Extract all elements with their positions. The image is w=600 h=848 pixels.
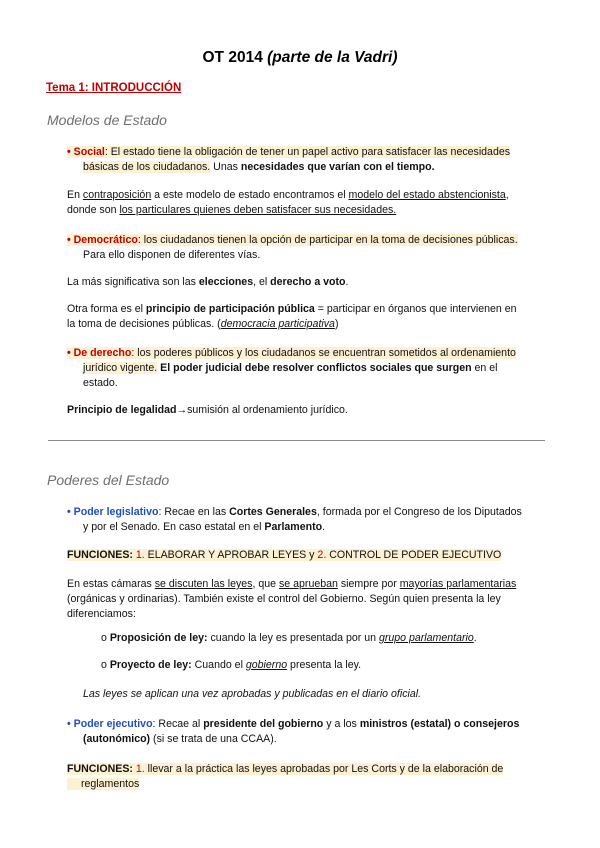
paragraph-camaras: En estas cámaras se discuten las leyes, que se aprueban siempre por mayorías parlamentarias (orgánicas y ordinarias). También existe el control del Gobierno. Según quien presenta la ley diferenciamos: bbox=[67, 578, 517, 620]
section-heading-poderes: Poderes del Estado bbox=[47, 472, 170, 488]
document-title bbox=[0, 48, 600, 68]
note-leyes: Las leyes se aplican una vez aprobadas y publicadas en el diario oficial. bbox=[83, 688, 422, 700]
bullet-label-social: • Social bbox=[67, 146, 105, 158]
paragraph-contraposicion: En contraposición a este modelo de estado encontramos el modelo del estado abstencionista, donde son los particulares quienes deben satisfacer sus necesidades. bbox=[67, 189, 509, 216]
tema-heading: Tema 1: INTRODUCCIÓN bbox=[46, 82, 182, 94]
bullet-democratico: • Democrático: los ciudadanos tienen la opción de participar en la toma de decisiones públicas. Para ello disponen de diferentes vías. bbox=[67, 234, 518, 261]
bullet-legislativo: • Poder legislativo: Recae en las Cortes Generales, formada por el Congreso de los Diputados y por el Senado. En caso estatal en el Parlamento. bbox=[67, 506, 522, 533]
funciones-ejecutivo: FUNCIONES: 1. llevar a la práctica las leyes aprobadas por Les Corts y de la elaboración de reglamentos bbox=[67, 763, 504, 790]
title-paren: (parte de la Vadri) bbox=[267, 49, 398, 66]
bullet-label-legislativo: • Poder legislativo bbox=[67, 506, 159, 518]
funciones-label: FUNCIONES: bbox=[67, 549, 133, 561]
paragraph-elecciones: La más significativa son las elecciones, el derecho a voto. bbox=[67, 276, 349, 288]
list-item-proyecto: o Proyecto de ley: Cuando el gobierno presenta la ley. bbox=[101, 659, 362, 671]
section-divider bbox=[48, 440, 545, 441]
arrow-icon: → bbox=[176, 404, 188, 416]
bullet-label-ejecutivo: • Poder ejecutivo bbox=[67, 718, 153, 730]
list-item-proposicion: o Proposición de ley: cuando la ley es presentada por un grupo parlamentario. bbox=[101, 632, 477, 644]
bullet-label-democratico: • Democrático bbox=[67, 234, 138, 246]
paragraph-legalidad: Principio de legalidad→sumisión al ordenamiento jurídico. bbox=[67, 404, 348, 416]
section-heading-modelos: Modelos de Estado bbox=[47, 112, 167, 128]
bullet-label-derecho: • De derecho bbox=[67, 347, 132, 359]
funciones-legislativo: FUNCIONES: 1. ELABORAR Y APROBAR LEYES y 2. CONTROL DE PODER EJECUTIVO bbox=[67, 549, 502, 561]
paragraph-participacion: Otra forma es el principio de participación pública = participar en órganos que intervienen en la toma de decisiones públicas. (democracia participativa) bbox=[67, 303, 517, 330]
title-main: OT 2014 bbox=[202, 49, 268, 66]
bullet-social: • Social: El estado tiene la obligación de tener un papel activo para satisfacer las necesidades básicas de los ciudadanos. Unas necesidades que varían con el tiempo. bbox=[67, 146, 511, 173]
funciones-label: FUNCIONES: bbox=[67, 763, 133, 775]
bullet-ejecutivo: • Poder ejecutivo: Recae al presidente del gobierno y a los ministros (estatal) o consejeros (autonómico) (si se trata de una CCAA). bbox=[67, 718, 520, 745]
bullet-derecho: • De derecho: los poderes públicos y los ciudadanos se encuentran sometidos al ordenamiento jurídico vigente. El poder judicial debe resolver conflictos sociales que surgen en el estado. bbox=[67, 347, 516, 389]
